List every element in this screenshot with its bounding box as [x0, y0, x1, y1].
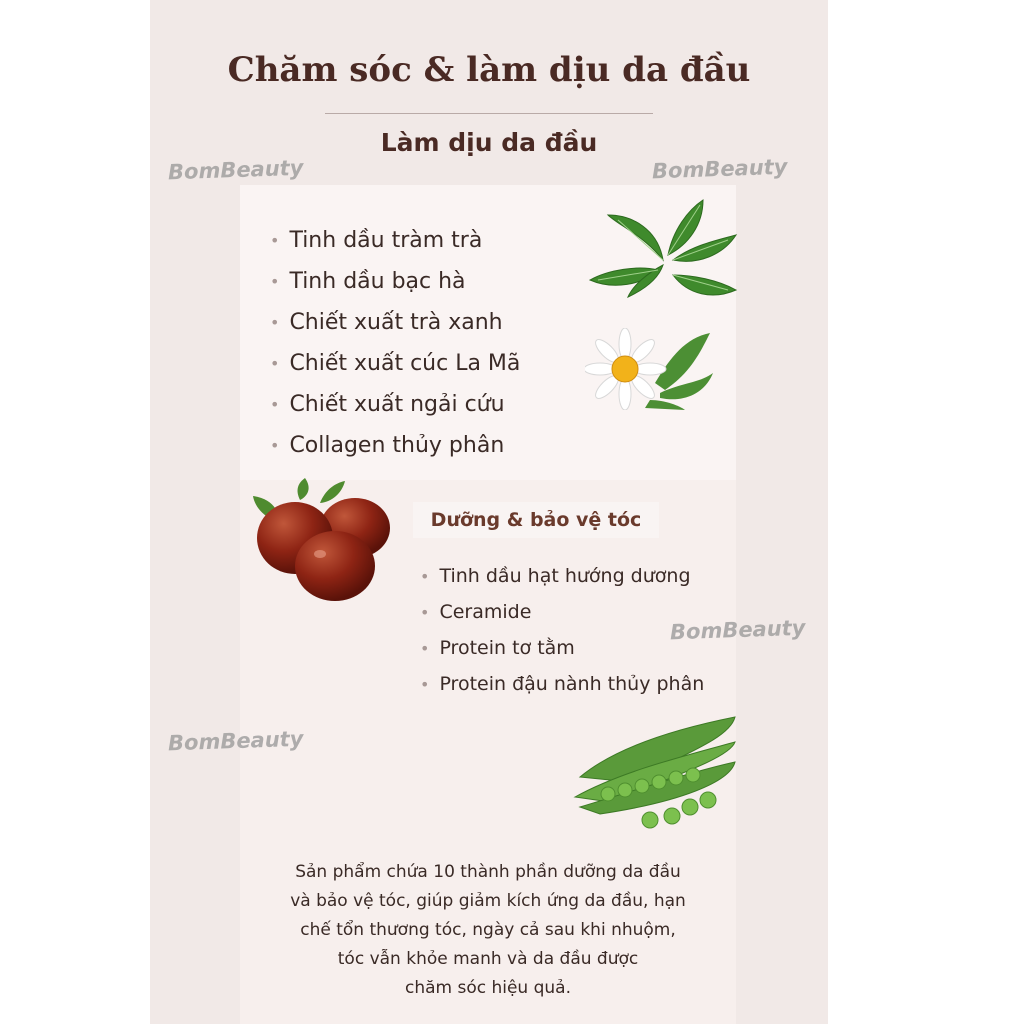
hair-section-title: Dưỡng & bảo vệ tóc — [413, 502, 659, 538]
watermark-1: BomBeauty — [167, 155, 304, 185]
bullet-icon: • — [420, 638, 430, 658]
ingredient-label: Protein đậu nành thủy phân — [439, 673, 705, 695]
section-subtitle: Làm dịu da đầu — [380, 128, 598, 157]
green-peas-icon — [570, 712, 738, 834]
ingredient-label: Chiết xuất trà xanh — [289, 310, 503, 335]
bullet-icon: • — [270, 231, 280, 250]
bullet-icon: • — [270, 272, 280, 291]
soothing-ingredient-list — [270, 220, 520, 466]
list-item — [420, 558, 704, 594]
description-line: chế tổn thương tóc, ngày cả sau khi nhuộm, — [300, 920, 676, 940]
list-item — [270, 302, 520, 343]
bullet-icon: • — [420, 602, 430, 622]
list-item — [270, 261, 520, 302]
ingredient-label: Tinh dầu hạt hướng dương — [439, 565, 691, 587]
list-item — [270, 343, 520, 384]
ingredient-label: Ceramide — [439, 601, 532, 623]
bullet-icon: • — [270, 436, 280, 455]
hair-ingredient-list — [420, 558, 704, 702]
green-tea-leaves-icon — [588, 195, 738, 300]
bullet-icon: • — [270, 395, 280, 414]
watermark-2: BomBeauty — [651, 154, 788, 184]
list-item — [270, 425, 520, 466]
list-item — [270, 220, 520, 261]
description-line: Sản phẩm chứa 10 thành phần dưỡng da đầu — [295, 862, 681, 882]
ingredient-label: Tinh dầu bạc hà — [289, 269, 466, 294]
ingredient-label: Tinh dầu tràm trà — [289, 228, 483, 253]
bullet-icon: • — [270, 354, 280, 373]
watermark-4: BomBeauty — [167, 726, 304, 756]
jujube-fruit-icon — [250, 478, 395, 606]
title-divider — [325, 113, 653, 114]
watermark-3: BomBeauty — [669, 615, 806, 645]
ingredient-label: Chiết xuất cúc La Mã — [289, 351, 521, 376]
ingredient-label: Chiết xuất ngải cứu — [289, 392, 505, 417]
list-item — [420, 594, 704, 630]
list-item — [270, 384, 520, 425]
bullet-icon: • — [270, 313, 280, 332]
chamomile-flower-icon — [585, 328, 715, 410]
page-title: Chăm sóc & làm dịu da đầu — [227, 50, 751, 90]
ingredient-label: Collagen thủy phân — [289, 433, 505, 458]
list-item — [420, 630, 704, 666]
description-line: chăm sóc hiệu quả. — [404, 978, 572, 998]
bullet-icon: • — [420, 674, 430, 694]
list-item — [420, 666, 704, 702]
bullet-icon: • — [420, 566, 430, 586]
description-line: và bảo vệ tóc, giúp giảm kích ứng da đầu, hạn — [290, 891, 686, 911]
description-line: tóc vẫn khỏe manh và da đầu được — [337, 949, 639, 969]
ingredient-label: Protein tơ tằm — [439, 637, 575, 659]
description-paragraph — [240, 858, 736, 1003]
